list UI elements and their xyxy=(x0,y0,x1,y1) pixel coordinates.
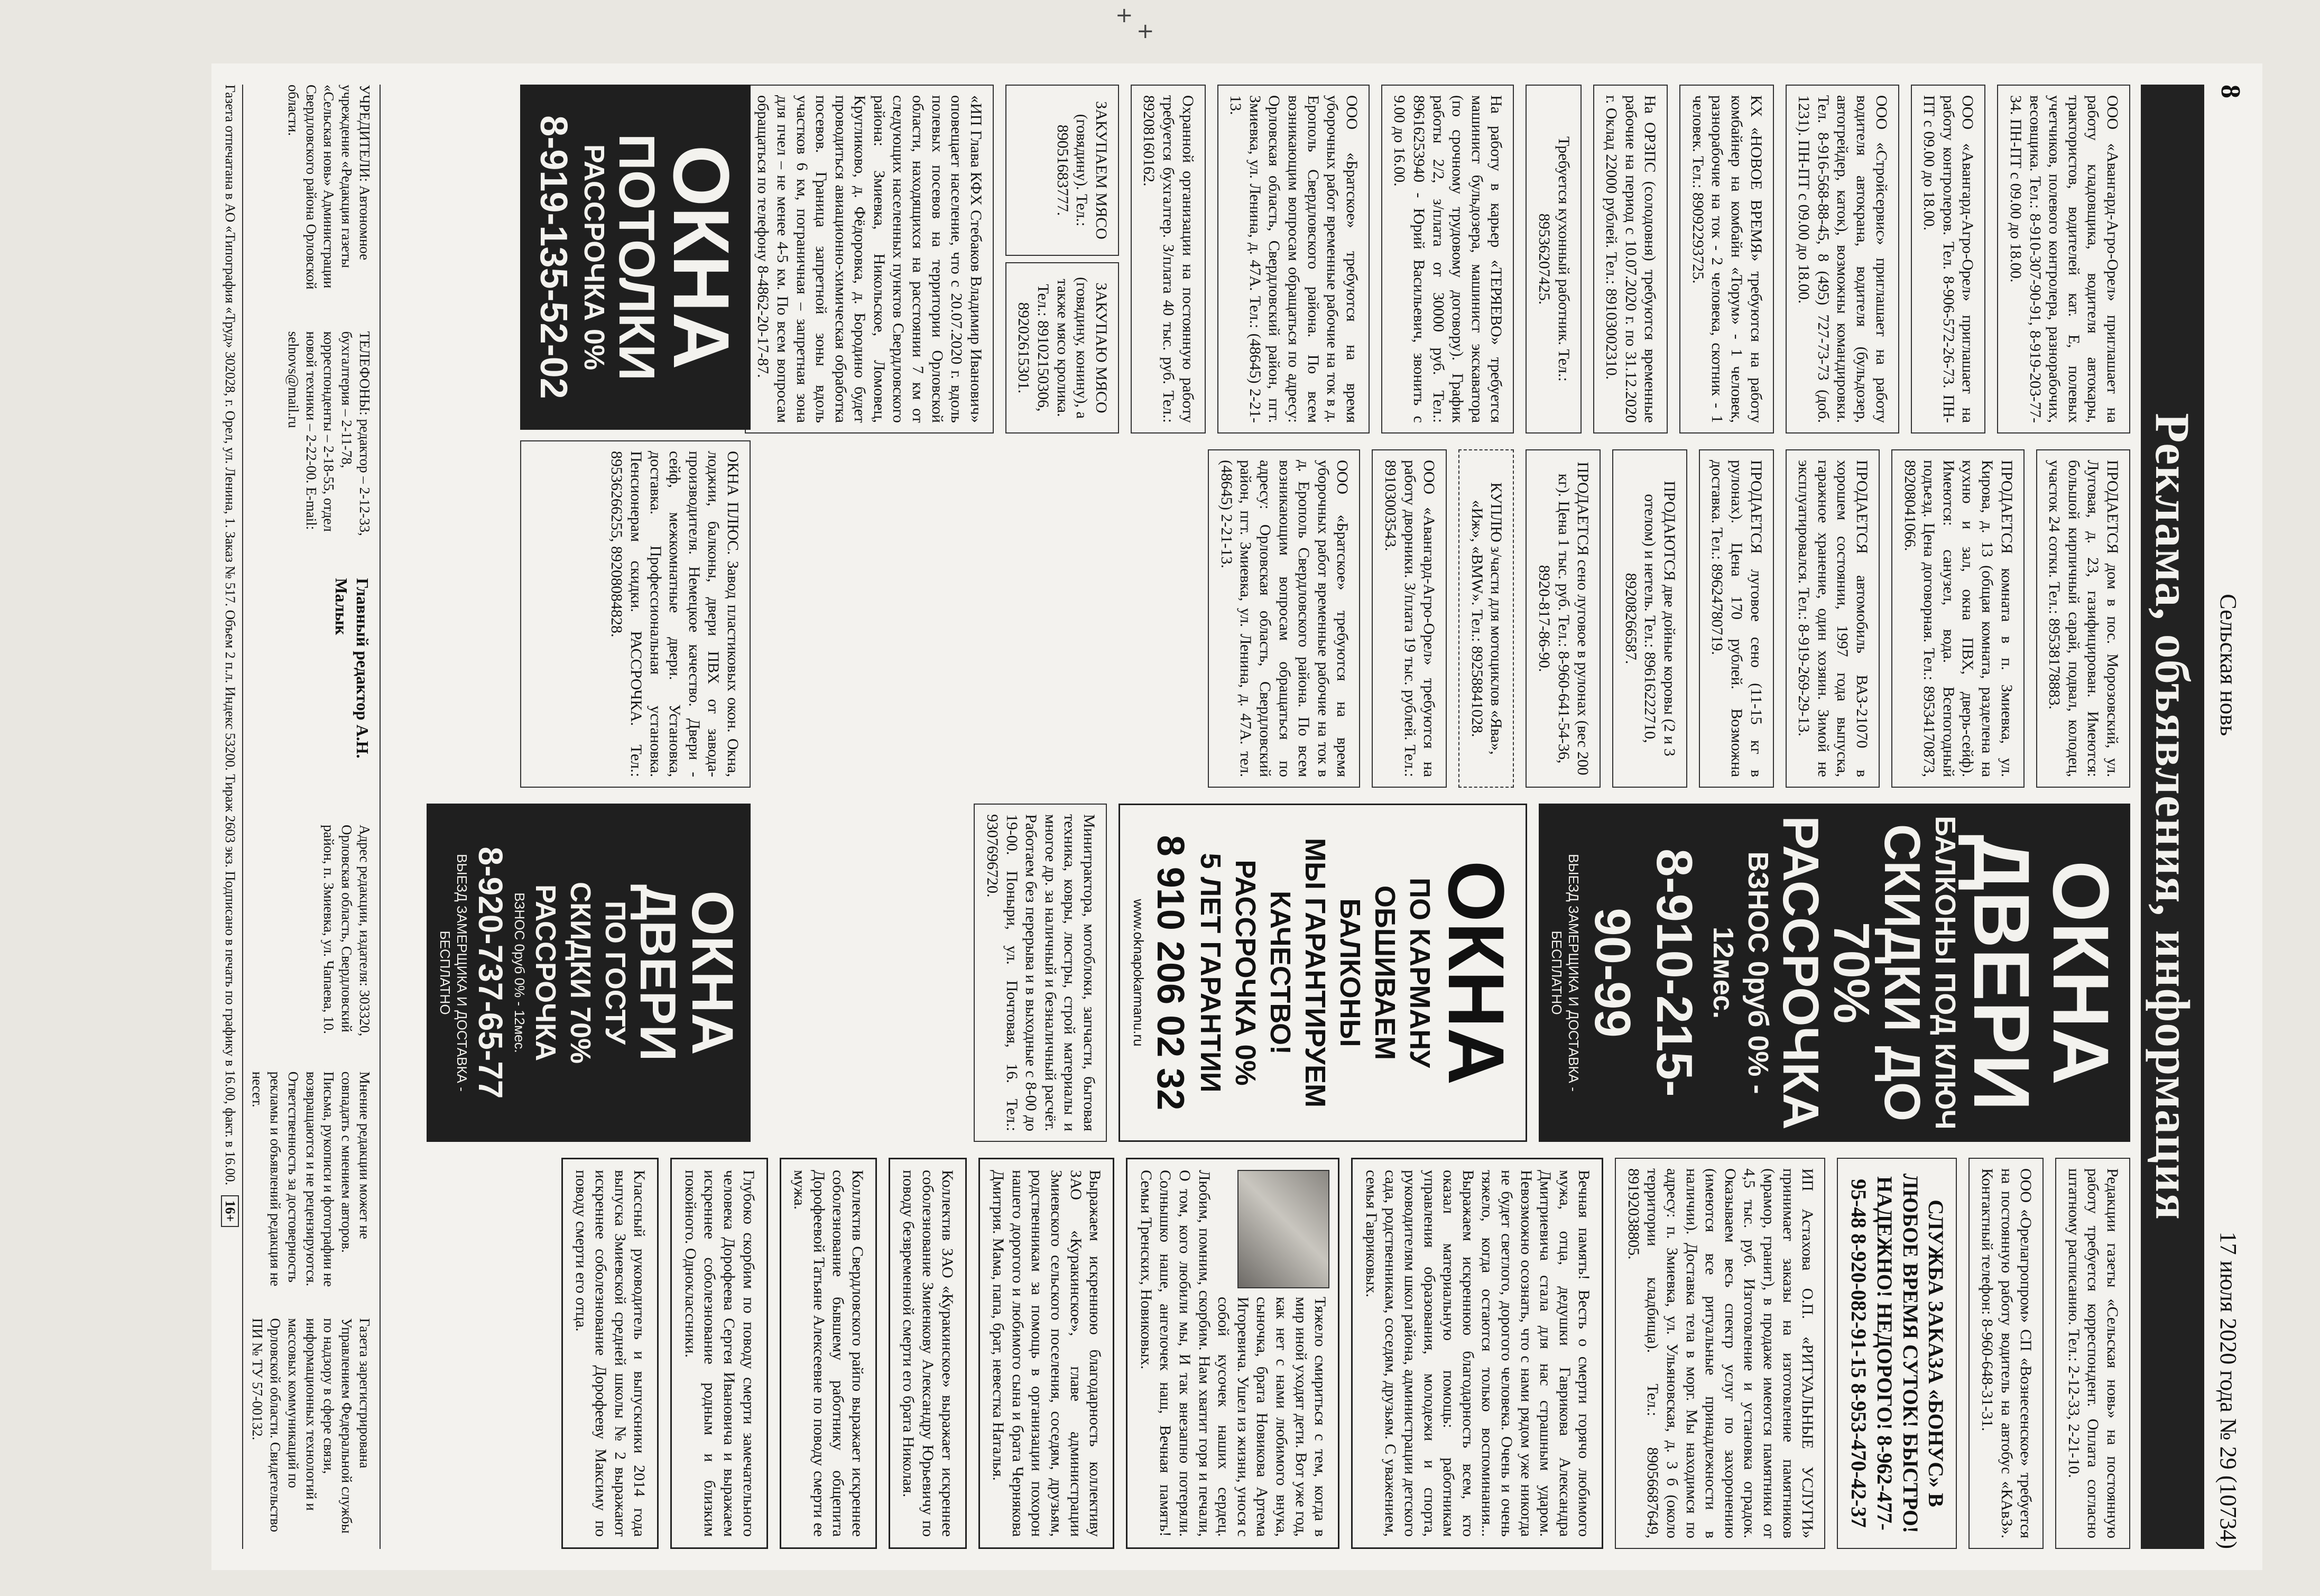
ad-headline: ДВЕРИ xyxy=(630,884,686,1062)
disclaimer-info: Мнение редакции может не совпадать с мнением авторов. Письма, рукописи и фотографии не возвращаются и не рецензируются. Ответственность за достоверность рекламы и объявлений редакция не несет. xyxy=(249,1071,373,1287)
ad-bonus: СЛУЖБА ЗАКАЗА «БОНУС» В ЛЮБОЕ ВРЕМЯ СУТОК! БЫСТРО! НАДЕЖНО! НЕДОРОГО! 8-962-477-95-48 8-920-082-91-15 8-953-470-42-37 xyxy=(1837,1158,1957,1549)
ad-phone: 8-910-215-90-99 xyxy=(1584,848,1703,1097)
ad-terms: ВЗНОС 0руб 0% - 12мес. xyxy=(1707,851,1774,1094)
section-banner: Реклама, объявления, информация xyxy=(2141,85,2204,1549)
ad-discount: СКИДКИ 70% xyxy=(565,881,597,1064)
obituary: Вечная память! Весть о смерти горячо любимого мужа, отца, дедушки Гаврикова Александра Дмитриевича стала для нас страшным ударом. Невозможно осознать, что с нами рядом уже никогда не будет светлого, дорогого человека. Очень и очень тяжело, когда остаются только воспоминания... Выражаем искреннюю благодарность всем, кто оказал материальную помощь: работникам управления образования, молодежи и спорта, руководителям школ района, администрации детского сада, родственникам, соседям, друзьям. С уважением, семья Гавриковых. xyxy=(1351,1158,1603,1549)
column-display-ads xyxy=(962,804,2130,1142)
ad: ПРОДАЕТСЯ сено луговое в рулонах (вес 200 кг). Цена 1 тыс. руб. Тел.: 8-960-641-54-36, 8920-817-86-90. xyxy=(1526,449,1601,788)
portrait-photo xyxy=(1237,1170,1329,1288)
ad: ПРОДАЕТСЯ луговое сено (11-15 кг в рулонах). Цена 170 рублей. Возможна доставка. Тел.: 89624780719. xyxy=(1699,449,1774,788)
page-number: 8 xyxy=(2215,85,2245,98)
ad: ПРОДАЮТСЯ две дойные коровы (2 и 3 отелом) и нетель. Тел.: 89616222710, 89208266587. xyxy=(1612,449,1687,788)
phones-info: ТЕЛЕФОНЫ: редактор – 2-12-33, бухгалтерия – 2-11-78, корреспонденты – 2-18-55, отдел новой техники – 2-22-00. E-mail: selnovs@mail.ru xyxy=(285,331,373,536)
ad-subline: РАССРОЧКА 0% xyxy=(1230,860,1262,1086)
ad: ЗАКУПАЮ МЯСО (говядину, конину), а также мясо кролика. Тел.: 89102150306, 89202615301. xyxy=(1005,262,1119,433)
ad-okna-plus: ОКНА ПЛЮС. Завод пластиковых окон. Окна, лоджии, балконы, двери ПВХ от завода-производителя. Немецкое качество. Двери - сейф, межкомнатные двери. Установка, доставка. Профессиональная установка. Пенсионерам скидки. РАССРОЧКА. Тел.: 89536266255, 89208084828. xyxy=(520,440,751,788)
ad-subline: ПО ГОСТУ xyxy=(599,901,631,1045)
ad-note: ВЫЕЗД ЗАМЕРЩИКА И ДОСТАВКА - БЕСПЛАТНО xyxy=(1549,854,1582,1092)
ad: ООО «Авангард-Агро-Орел» приглашает на работу контролеров. Тел. 8-906-572-26-73. ПН-ПТ с 09.00 до 18.00. xyxy=(1911,85,1986,433)
ad-subline: РАССРОЧКА 0% xyxy=(578,144,610,371)
condolence: Глубоко скорбим по поводу смерти замечательного человека Дорофеева Сергея Ивановича и выражаем искреннее соболезнование родным и близким покойного. Одноклассники. xyxy=(670,1158,768,1549)
ad-minitractors: Минитрактора, мотоблоки, запчасти, бытовая техника, ковры, люстры, строй материалы и многое др. за наличный и безналичный расчёт. Работаем без перерыва и в выходные с 8-00 до 19-00. Поныри, ул. Почтовая, 16. Тел.: 9307696720. xyxy=(974,804,1107,1142)
newspaper-page xyxy=(211,63,2262,1570)
ad-subline: ПО КАРМАНУ xyxy=(1403,878,1436,1068)
imprint-text: Газета отпечатана в АО «Типография «Труд» 302028, г. Орел, ул. Ленина, 1. Заказ № 517. Объем 2 п.л. Индекс 53200. Тираж 2603 экз. Подписано в печать по графику в 16.00, факт. в 16.00. xyxy=(223,85,238,1186)
ad-phone: 8-920-737-65-77 xyxy=(471,846,510,1099)
footer-row xyxy=(248,85,381,1549)
ad-headline: ДВЕРИ xyxy=(1957,834,2046,1111)
display-ad-windows-doors xyxy=(1539,804,2130,1142)
age-rating-badge: 16+ xyxy=(221,1195,239,1228)
ad-headline: ПОТОЛКИ xyxy=(608,133,665,381)
ad: ООО «Братское» требуются на время уборочных работ временные рабочие на ток в д. Ерополь Свердловского района. По всем возникающим вопросам обращаться по адресу: Орловская область, Свердловский район, пгт. Змиевка, ул. Ленина, д. 47А. Тел.: (48645) 2-21-13. xyxy=(1217,85,1370,433)
ad: КХ «НОВОЕ ВРЕМЯ» требуются на работу комбайнер на комбайн «Торум» - 1 человек, разнорабочие на ток - 2 человека, скотник - 1 человек. Тел.: 89092293725. xyxy=(1679,85,1773,433)
founder-info: УЧРЕДИТЕЛИ: Автономное учреждение «Редакция газеты «Сельская новь» Администрации Свердловского района Орловской области. xyxy=(285,85,373,290)
ad-discount: СКИДКИ ДО 70% xyxy=(1823,824,1931,1122)
address-info: Адрес редакции, издателя: 303320, Орловская область, Свердловский район, п. Змиевка, ул. Чапаева, 10. xyxy=(321,825,373,1037)
crop-mark: + xyxy=(1136,19,1154,43)
page-header xyxy=(2215,85,2247,1549)
lower-ads xyxy=(509,85,751,788)
column-1 xyxy=(733,85,2130,433)
ad: ЗАКУПАЕМ МЯСО (говядину). Тел.: 89051683777. xyxy=(1005,85,1119,256)
ad: ООО «Авангард-Агро-Орел» требуются на работу дворники. З/плата 19 тыс. рублей. Тел.: 89103003543. xyxy=(1372,449,1447,788)
ad-headline: ОКНА xyxy=(680,890,745,1055)
ad-phone: 8 910 206 02 32 xyxy=(1149,835,1191,1111)
issue-date: 17 июля 2020 года № 29 (10734) xyxy=(2215,1231,2241,1549)
ad-headline: ОКНА xyxy=(2037,860,2125,1085)
ad: КУПЛЮ з/части для мотоциклов «Ява», «Иж», «ВМW». Тел.: 89258841028. xyxy=(1458,449,1514,788)
ad-headline: ОКНА xyxy=(657,145,746,370)
column-2 xyxy=(1196,449,2130,788)
obituary-text: Тяжело смириться с тем, когда в мир иной уходят дети. Вот уже год, как нет с нами любимого внука, сыночка, брата Новикова Артема Игоревича. Ушел из жизни, унося с собой кусочек наших сердец. Любим, помним, скорбим. Нам хватит горя и печали, О том, кого любили мы, И так внезапно потеряли. Солнышко наше, ангелочек наш, Вечная память! Семьи Тренских, Новиковых. xyxy=(1137,1170,1329,1537)
ad-warranty: 5 ЛЕТ ГАРАНТИИ xyxy=(1195,853,1227,1093)
display-ad-windows-pocket xyxy=(1119,804,1527,1142)
obituary: Выражаем искреннюю благодарность коллективу ЗАО «Куракинское», главе администрации Змиевского сельского поселения, соседям, друзьям, родственникам за помощь в организации похорон нашего дорогого и любимого сына и брата Чернякова Дмитрия. Мама, папа, брат, невестка Наталья. xyxy=(978,1158,1115,1549)
condolence: Коллектив Свердловского райпо выражает искреннее соболезнование бывшему работнику общепита Дорофеевой Татьяне Алексеевне по поводу смерти ее мужа. xyxy=(780,1158,877,1549)
registration-info: Газета зарегистрирована Управлением Федеральной службы по надзору в сфере связи, информационных технологий и массовых коммуникаций по Орловской области. Свидетельство ПИ № ТУ 57-00132. xyxy=(249,1318,373,1534)
condolence: Классный руководитель и выпускники 2014 года выпуска Змиевской средней школы № 2 выражают искреннее соболезнование Дорофееву Максиму по поводу смерти его отца. xyxy=(561,1158,659,1549)
ad: ПРОДАЕТСЯ комната в п. Змиевка, ул. Кирова, д. 13 (общая комната, разделена на кухню и зал, окна ПВХ, дверь-сейф). Имеются: санузел, вода. Всепогодный подъезд. Цена договорная. Тел.: 89534170873, 89208041066. xyxy=(1891,449,2025,788)
ad: ПРОДАЕТСЯ автомобиль ВАЗ-21070 в хорошем состоянии, 1997 года выпуска, гаражное хранение, один хозяин. Зимой не эксплуатировался. Тел.: 8-919-269-29-13. xyxy=(1786,449,1880,788)
ad-installment: РАССРОЧКА xyxy=(1772,816,1829,1130)
ad: На ОРЗПС (солодовня) требуются временные рабочие на период с 10.07.2020 г. по 31.12.2020 г. Оклад 22000 рублей. Тел.: 89103002310. xyxy=(1593,85,1668,433)
ad-note: ВЫЕЗД ЗАМЕРЩИКА И ДОСТАВКА - БЕСПЛАТНО xyxy=(437,854,470,1092)
ad-subline: ОБШИВАЕМ БАЛКОНЫ xyxy=(1334,885,1401,1060)
ad-terms: ВЗНОС 0руб 0% - 12мес. xyxy=(512,892,528,1053)
ad: «ИП Глава КФХ Стебаков Владимир Иванович» оповещает население, что с 20.07.2020 г. вдоль полевых посевов на территории Орловской области, находящихся на расстоянии 7 км от следующих населенных пунктов Свердловского района: Змиевка, Никольское, Ломовец, Кругликово, д. Фёдоровка, д. Бородино будет проводиться авиационно-химическая обработка посевов. Граница запретной зоны вдоль участков 6 км, пограничная – запретная зона для пчел – не менее 4-5 км. По всем вопросам обращаться по телефону 8-4862-20-17-87. xyxy=(745,85,994,433)
imprint-line xyxy=(221,85,243,1549)
ad-installment: РАССРОЧКА xyxy=(530,884,562,1062)
ad: ООО «Братское» требуются на время уборочных работ временные рабочие на ток в д. Ерополь Свердловского района. По всем возникающим вопросам обращаться по адресу: Орловская область, Свердловский район, пгт. Змиевка, ул. Ленина, д. 47А. тел. (48645) 2-21-13. xyxy=(1208,449,1360,788)
lower-ads-2 xyxy=(415,804,751,1142)
ad-subline: БАЛКОНЫ ПОД КЛЮЧ xyxy=(1929,816,1961,1130)
display-ad-okna-potolki xyxy=(520,85,751,430)
ad-headline: ОКНА xyxy=(1431,860,1521,1085)
ad-ritual: ИП Астахова О.П. «РИТУАЛЬНЫЕ УСЛУГИ» принимает заказы на изготовление памятников (мрамор, гранит), в продаже имеются памятники от 4,5 тыс. руб. Изготовление и установка оградок. Оказываем весь спектр услуг по захоронению (имеются все ритуальные принадлежности в наличии). Доставка тела в морг. Мы находимся по адресу: п. Змиевка, ул. Ульяновская, д. 3 б (около территории кладбища). Тел.: 89056687649, 89192038805. xyxy=(1615,1158,1825,1549)
ad: Охранной организации на постоянную работу требуется бухгалтер. З/плата 40 тыс. руб. Тел.: 89208160162. xyxy=(1131,85,1206,433)
masthead-footer xyxy=(248,85,381,1549)
ad: ПРОДАЕТСЯ дом в пос. Морозовский, ул. Луговая, д. 23, газифицирован. Имеются: большой кирпичный сарай, подвал, колодец, участок 24 сотки. Тел.: 89538178883. xyxy=(2036,449,2130,788)
ad: На работу в карьер «ТЕРЯЕВО» требуется машинист бульдозера, машинист экскаватора (по срочному трудовому договору). График работы 2/2, з/плата от 30000 руб. Тел.: 89616253940 - Юрий Васильевич, звонить с 9.00 до 16.00. xyxy=(1381,85,1514,433)
column-3 xyxy=(550,1158,2130,1549)
crop-mark: + xyxy=(1115,3,1133,27)
ad: ООО «Орелагропром» СП «Вознесенское» требуется на постоянную работу водитель на автобус «КАвЗ». Контактный телефон: 8-960-648-31-31. xyxy=(1968,1158,2044,1549)
ad: Редакции газеты «Сельская новь» на постоянную работу требуется корреспондент. Оплата согласно штатному расписанию. Тел.: 2-12-33, 2-21-10. xyxy=(2055,1158,2130,1549)
editor-info: Главный редактор А.Н. Малык xyxy=(332,578,372,759)
ad: ООО «Стройсервис» приглашает на работу водителя автокрана, водителя (бульдозер, автогрейдер, каток), возможны командировки. Тел. 8-916-568-88-45, 8 (495) 727-73-73 (доб. 1231). ПН-ПТ с 09.00 до 18.00. xyxy=(1786,85,1899,433)
obituary-with-photo xyxy=(1126,1158,1339,1549)
ad: ООО «Авангард-Агро-Орел» приглашает на работу кладовщика, водителя автокары, трактористов, водителей кат. Е, полевых учетчиков, полевого контролера, разнорабочих, весовщика. Тел.: 8-910-307-90-91, 8-919-203-77-34. ПН-ПТ с 09.00 до 18.00. xyxy=(1997,85,2130,433)
newspaper-name: Сельская новь xyxy=(2215,594,2241,736)
ad-note: www.oknapokarmanu.ru xyxy=(1130,899,1147,1047)
meat-ads-row xyxy=(994,85,1119,433)
condolence: Коллектив ЗАО «Куракинское» выражает искреннее соболезнование Змиенкову Александру Юрьевичу по поводу безвременной смерти его брата Николая. xyxy=(889,1158,967,1549)
ad-subline: МЫ ГАРАНТИРУЕМ КАЧЕСТВО! xyxy=(1264,837,1332,1108)
ad: Требуется кухонный работник. Тел.: 89536207425. xyxy=(1526,85,1581,433)
display-ad-okna-gost xyxy=(427,804,751,1142)
ad-phone: 8-919-135-52-02 xyxy=(532,115,575,399)
